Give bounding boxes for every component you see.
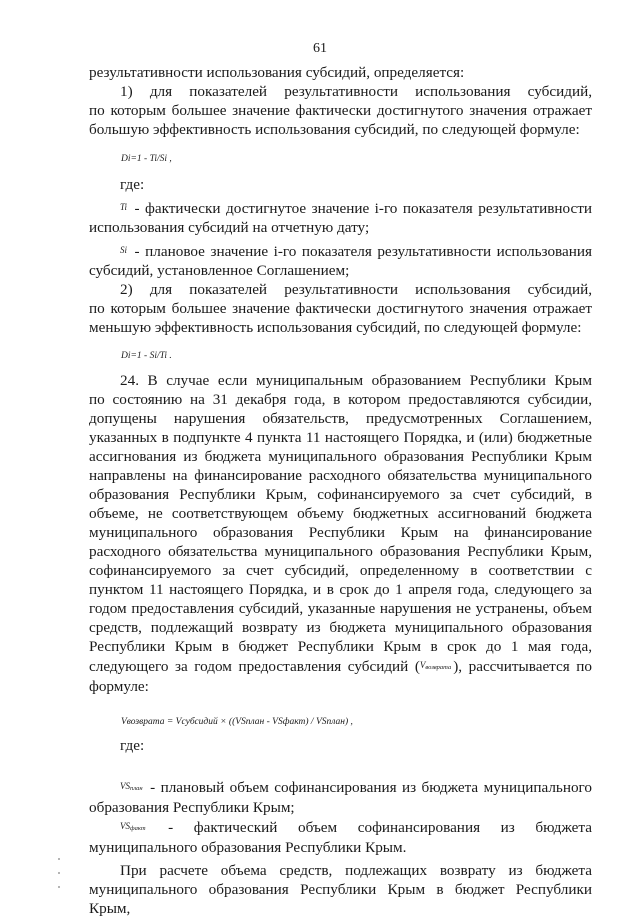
formula-1: Di=1 - Ti/Si ,: [121, 154, 172, 164]
text-line: образования Республики Крым;: [89, 799, 295, 816]
definition-text: - плановый объем софинансирования из бюджета муниципального: [144, 779, 592, 796]
text-line: образования Республики Крым, софинансируемого за счет субсидий, в: [89, 486, 592, 503]
text-line: направлены на финансирование расходного обязательства муниципального: [89, 467, 592, 484]
text-line: муниципального образования Республики Крым в бюджет Республики Крым,: [89, 881, 592, 917]
text-line: использования субсидий на отчетную дату;: [89, 219, 370, 236]
definition-vs-fakt: [89, 817, 592, 838]
text-line: [89, 656, 592, 677]
symbol-vs-fakt: [120, 821, 146, 831]
scan-artifact: [58, 872, 60, 874]
scan-artifact: [58, 858, 60, 860]
definition-text: - фактический объем софинансирования из бюджета: [147, 819, 592, 836]
page-content: [89, 63, 592, 918]
symbol-subscript: план: [130, 785, 143, 792]
page-number: 61: [313, 41, 327, 56]
text-line: результативности использования субсидий, определяется:: [89, 64, 465, 81]
formula-3: Vвозврата = Vсубсидий × ((VSплан - VSфакт) / VSплан) ,: [121, 717, 353, 727]
definition-text: - плановое значение i-го показателя результативности использования: [129, 243, 592, 260]
text-line: по которым большее значение фактически достигнутого значения отражает: [89, 300, 592, 317]
text-line: формуле:: [89, 678, 149, 695]
text-line: большую эффективность использования субсидий, по следующей формуле:: [89, 121, 580, 138]
definition-text: - фактически достигнутое значение i-го показателя результативности: [129, 200, 592, 217]
where-label: где:: [120, 737, 145, 754]
text-line: указанных в подпункте 4 пункта 11 настоящего Порядка, и (или) бюджетные: [89, 429, 592, 446]
text-line: средств, подлежащий возврату из бюджета муниципального образования: [89, 619, 592, 636]
text-line: по состоянию на 31 декабря года, в котором предоставляются субсидии,: [89, 391, 592, 408]
scan-artifact: [58, 886, 60, 888]
text-line: муниципального образования Республики Крым.: [89, 839, 407, 856]
final-paragraph-line: При расчете объема средств, подлежащих возврату из бюджета: [120, 862, 592, 879]
where-label: где:: [120, 176, 145, 193]
symbol-base: VS: [120, 781, 130, 791]
formula-2: Di=1 - Si/Ti .: [121, 351, 172, 361]
paragraph-24-line: 24. В случае если муниципальным образованием Республики Крым: [120, 372, 592, 389]
text-line: допущены нарушения обязательств, предусмотренных Соглашением,: [89, 410, 592, 427]
definition-vs-plan: [89, 777, 592, 798]
symbol-vs-plan: [120, 781, 143, 791]
text-line: субсидий, установленное Соглашением;: [89, 262, 350, 279]
text-line: ассигнования из бюджета муниципального образования Республики Крым: [89, 448, 592, 465]
text-line: объеме, не соответствующем объему бюджетных ассигнований бюджета: [89, 505, 592, 522]
text-fragment: ), рассчитывается по: [453, 658, 592, 675]
text-line: по которым большее значение фактически достигнутого значения отражает: [89, 102, 592, 119]
text-line: меньшую эффективность использования субсидий, по следующей формуле:: [89, 319, 582, 336]
text-fragment: следующего за годом предоставления субсидий (: [89, 658, 420, 675]
text-line: расходного обязательства муниципального образования Республики Крым,: [89, 543, 592, 560]
symbol-s: Si: [120, 245, 128, 255]
definition-s: [89, 241, 592, 261]
text-line: софинансируемого за счет субсидий, определенному в соответствии с: [89, 562, 592, 579]
text-line: пунктом 11 настоящего Порядка, и в срок до 1 апреля года, следующего за: [89, 581, 592, 598]
symbol-subscript: факт: [130, 825, 146, 832]
symbol-t: Ti: [120, 202, 128, 212]
text-line: Республики Крым в бюджет Республики Крым в срок до 1 мая года,: [89, 638, 592, 655]
text-line: годом предоставления субсидий, указанные нарушения не устранены, объем: [89, 600, 592, 617]
symbol-subscript: возврата: [425, 664, 452, 671]
symbol-base: VS: [120, 821, 130, 831]
definition-t: [89, 198, 592, 218]
symbol-v-vozvrata: [420, 660, 451, 670]
text-line: муниципального образования Республики Крым на финансирование: [89, 524, 592, 541]
list-item-1-line: 1) для показателей результативности использования субсидий,: [120, 83, 592, 100]
list-item-2-line: 2) для показателей результативности использования субсидий,: [120, 281, 592, 298]
symbol-base: V: [419, 660, 426, 670]
